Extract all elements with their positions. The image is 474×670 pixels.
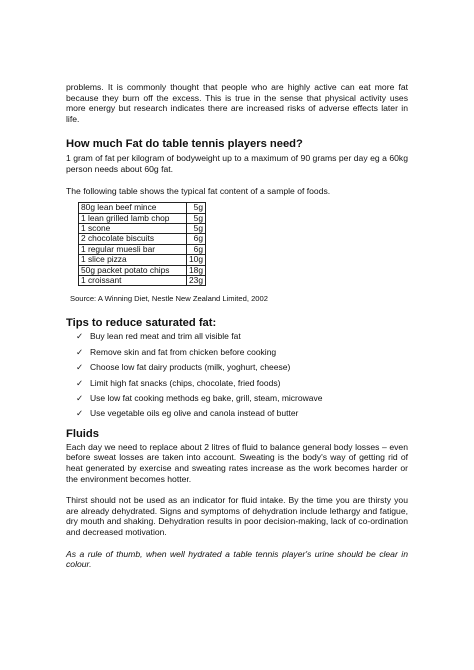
list-item — [66, 378, 408, 393]
food-name-cell: 1 lean grilled lamb chop — [79, 213, 187, 223]
fat-paragraph: 1 gram of fat per kilogram of bodyweight up to a maximum of 90 grams per day eg a 60kg person needs about 60g fat. — [66, 153, 408, 174]
fat-content-table — [78, 202, 206, 286]
table-row — [79, 234, 206, 244]
fluids-paragraph-3: As a rule of thumb, when well hydrated a table tennis player's urine should be clear in colour. — [66, 548, 408, 570]
checkmark-icon: ✓ — [76, 362, 84, 373]
fluids-heading: Fluids — [66, 427, 99, 440]
fat-value-cell: 10g — [187, 255, 206, 265]
tips-heading: Tips to reduce saturated fat: — [66, 317, 217, 330]
tip-text: Use low fat cooking methods eg bake, grill, steam, microwave — [90, 392, 323, 403]
list-item — [66, 408, 408, 423]
intro-paragraph: problems. It is commonly thought that people who are highly active can eat more fat because they burn off the excess. This is true in the sense that physical activity uses more energy but research indicates there are increased risks of adverse effects later in life. — [66, 82, 408, 124]
checkmark-icon: ✓ — [76, 408, 84, 419]
food-name-cell: 1 slice pizza — [79, 255, 187, 265]
tip-text: Use vegetable oils eg olive and canola instead of butter — [90, 408, 299, 419]
fat-value-cell: 18g — [187, 265, 206, 275]
checkmark-icon: ✓ — [76, 392, 84, 403]
food-name-cell: 80g lean beef mince — [79, 203, 187, 213]
fluids-paragraph-1: Each day we need to replace about 2 litres of fluid to balance general body losses – even before sweat losses are taken into account. Sweating is the body's way of getting rid of heat generated by exercise and sweating rates increase as the work becomes harder or the environment becomes hotter. — [66, 441, 408, 484]
fat-value-cell: 6g — [187, 234, 206, 244]
tip-text: Buy lean red meat and trim all visible fat — [90, 331, 241, 342]
table-row — [79, 276, 206, 286]
fat-value-cell: 5g — [187, 223, 206, 233]
table-row — [79, 213, 206, 223]
tip-text: Limit high fat snacks (chips, chocolate, fried foods) — [90, 377, 281, 388]
fat-value-cell: 6g — [187, 244, 206, 254]
table-source: Source: A Winning Diet, Nestle New Zealand Limited, 2002 — [70, 294, 268, 304]
tip-text: Remove skin and fat from chicken before cooking — [90, 346, 277, 357]
food-name-cell: 1 regular muesli bar — [79, 244, 187, 254]
food-name-cell: 1 scone — [79, 223, 187, 233]
food-name-cell: 1 croissant — [79, 276, 187, 286]
document-page — [66, 82, 408, 570]
table-row — [79, 244, 206, 254]
fat-value-cell: 5g — [187, 203, 206, 213]
fat-value-cell: 5g — [187, 213, 206, 223]
list-item — [66, 393, 408, 408]
list-item — [66, 331, 408, 346]
table-intro: The following table shows the typical fat content of a sample of foods. — [66, 185, 331, 196]
list-item — [66, 362, 408, 377]
fat-value-cell: 23g — [187, 276, 206, 286]
fluids-paragraph-2: Thirst should not be used as an indicator for fluid intake. By the time you are thirsty you are already dehydrated. Signs and symptoms of dehydration include lethargy and fatigue, dry mouth and shaking. Dehydration results in poor decision-making, lack of co-ordination and decreased motivation. — [66, 495, 408, 537]
tip-text: Choose low fat dairy products (milk, yoghurt, cheese) — [90, 362, 291, 373]
table-row — [79, 255, 206, 265]
tips-list — [66, 331, 408, 423]
list-item — [66, 347, 408, 362]
table-row — [79, 265, 206, 275]
food-name-cell: 50g packet potato chips — [79, 265, 187, 275]
table-row — [79, 223, 206, 233]
checkmark-icon: ✓ — [76, 331, 84, 342]
food-name-cell: 2 chocolate biscuits — [79, 234, 187, 244]
fat-heading: How much Fat do table tennis players need? — [66, 138, 303, 151]
checkmark-icon: ✓ — [76, 377, 84, 388]
checkmark-icon: ✓ — [76, 346, 84, 357]
table-row — [79, 203, 206, 213]
